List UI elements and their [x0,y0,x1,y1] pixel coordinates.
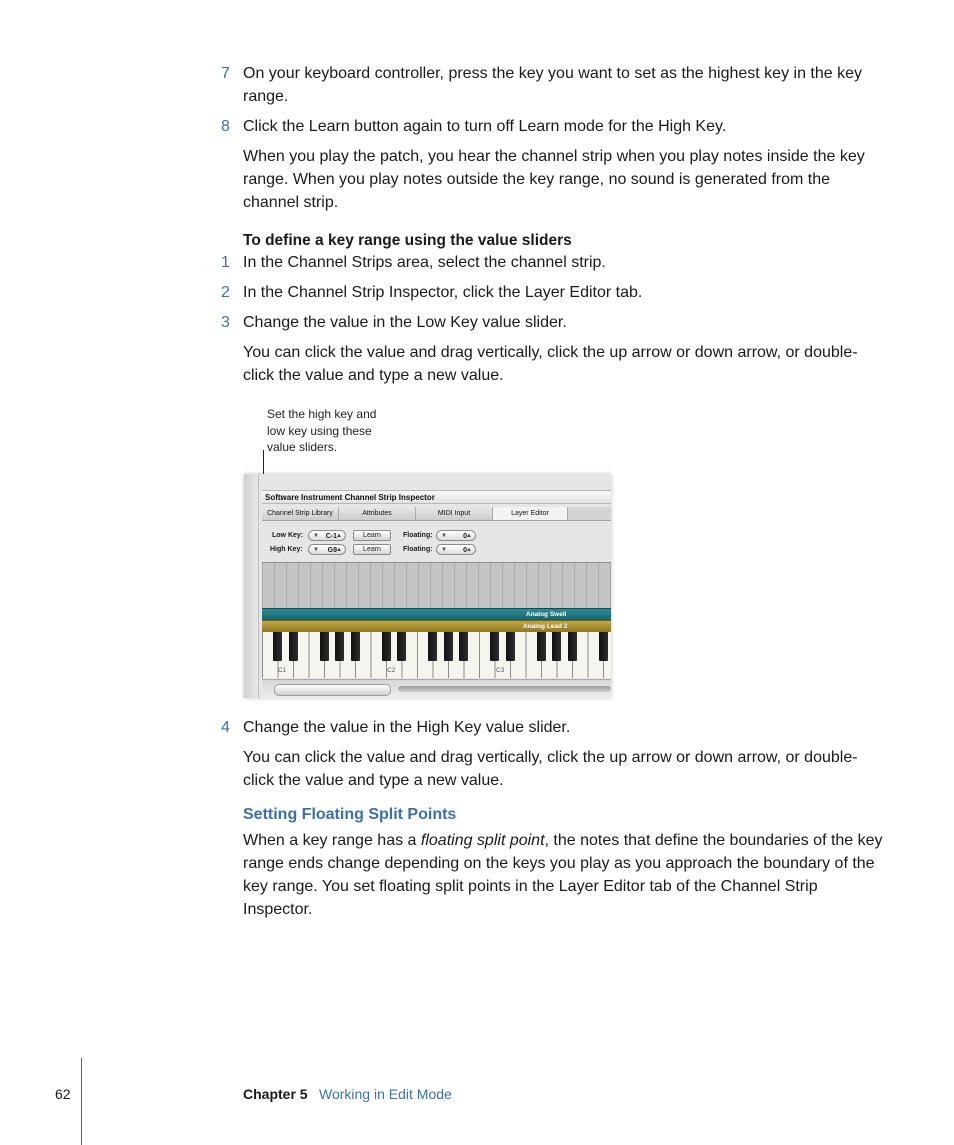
up-arrow-icon[interactable]: ▲ [336,533,342,539]
black-key[interactable] [568,632,577,661]
scrollbar-thumb[interactable] [274,684,391,696]
black-key[interactable] [444,632,453,661]
black-key[interactable] [397,632,406,661]
step-number: 4 [221,719,230,736]
footer-chapter-title: Working in Edit Mode [319,1086,452,1102]
task-title: To define a key range using the value sliders [243,232,572,249]
black-key[interactable] [351,632,360,661]
step-text: Change the value in the Low Key value slider. [243,314,567,331]
up-arrow-icon[interactable]: ▲ [466,533,472,539]
paragraph-drag-instructions: You can click the value and drag vertically, click the up arrow or down arrow, or double-click the value and type a new value. [243,344,858,384]
paragraph-text: When a key range has a [243,832,421,849]
down-arrow-icon[interactable]: ▼ [441,547,447,553]
step-number: 1 [221,254,230,271]
low-key-learn-button[interactable]: Learn [353,530,391,541]
piano-keyboard[interactable] [262,632,611,678]
step-text: In the Channel Strips area, select the channel strip. [243,254,606,271]
down-arrow-icon[interactable]: ▼ [441,533,447,539]
tab-channel-strip-library[interactable]: Channel Strip Library [262,507,339,520]
key-range-grid[interactable] [262,562,611,609]
inspector-tabs [262,507,611,521]
step-text: In the Channel Strip Inspector, click the Layer Editor tab. [243,284,643,301]
high-floating-label: Floating: [403,546,433,553]
paragraph-play-patch: When you play the patch, you hear the channel strip when you play notes inside the key range. When you play notes outside the key range, no sound is generated from the channel strip. [243,148,865,211]
step-text: On your keyboard controller, press the key you want to set as the highest key in the key range. [243,65,862,105]
keyboard-scrollbar[interactable] [262,679,611,698]
high-floating-value: 0 [463,547,467,554]
section-heading: Setting Floating Split Points [243,806,457,823]
low-key-value: C-1 [325,533,337,540]
step-number: 3 [221,314,230,331]
layer-bar-label: Analog Lead 2 [523,623,568,630]
black-key[interactable] [428,632,437,661]
black-key[interactable] [552,632,561,661]
high-key-value: G9 [327,547,337,554]
black-key[interactable] [506,632,515,661]
black-key[interactable] [599,632,608,661]
black-key[interactable] [320,632,329,661]
step-text: Change the value in the High Key value slider. [243,719,571,736]
tab-layer-editor[interactable]: Layer Editor [493,507,568,520]
high-key-learn-button[interactable]: Learn [353,544,391,555]
footer-rule [81,1058,82,1145]
page-number: 62 [55,1086,71,1102]
footer-chapter: Chapter 5 [243,1086,308,1102]
figure-callout: Set the high key and low key using these value sliders. [267,407,377,454]
octave-label-c3: C3 [496,667,505,674]
up-arrow-icon[interactable]: ▲ [336,547,342,553]
low-floating-value: 0 [463,533,467,540]
paragraph-text: , the notes that define the boundaries of the key range ends change depending on the keys you play as you approach the boundary of the key range. You set floating split points in the Layer Editor tab of the Channel Strip Inspector. [243,832,883,918]
low-floating-label: Floating: [403,532,433,539]
paragraph-floating-split [243,829,883,921]
tab-attributes[interactable]: Attributes [339,507,416,520]
low-floating-slider[interactable] [436,530,476,541]
inspector-screenshot [244,474,611,698]
inspector-title: Software Instrument Channel Strip Inspector [262,490,611,504]
black-key[interactable] [382,632,391,661]
layer-bar-label: Analog Swell [526,611,567,618]
paragraph-drag-instructions-2: You can click the value and drag vertically, click the up arrow or down arrow, or double-click the value and type a new value. [243,749,858,789]
black-key[interactable] [289,632,298,661]
high-floating-slider[interactable] [436,544,476,555]
black-key[interactable] [490,632,499,661]
step-number: 7 [221,65,230,82]
step-number: 8 [221,118,230,135]
low-key-slider[interactable] [308,530,346,541]
tab-midi-input[interactable]: MIDI Input [416,507,493,520]
layer-bar-analog-swell[interactable] [262,608,611,620]
inspector-left-edge [244,474,259,698]
high-key-slider[interactable] [308,544,346,555]
black-key[interactable] [273,632,282,661]
black-key[interactable] [537,632,546,661]
high-key-label: High Key: [270,546,303,553]
emphasis-term: floating split point [420,832,545,849]
down-arrow-icon[interactable]: ▼ [313,533,319,539]
octave-label-c1: C1 [278,667,287,674]
step-text: Click the Learn button again to turn off Learn mode for the High Key. [243,118,727,135]
up-arrow-icon[interactable]: ▲ [466,547,472,553]
layer-bar-analog-lead-2[interactable] [262,620,611,632]
black-key[interactable] [459,632,468,661]
step-number: 2 [221,284,230,301]
low-key-label: Low Key: [272,532,304,539]
octave-label-c2: C2 [387,667,396,674]
scrollbar-track[interactable] [398,686,611,692]
black-key[interactable] [335,632,344,661]
down-arrow-icon[interactable]: ▼ [313,547,319,553]
